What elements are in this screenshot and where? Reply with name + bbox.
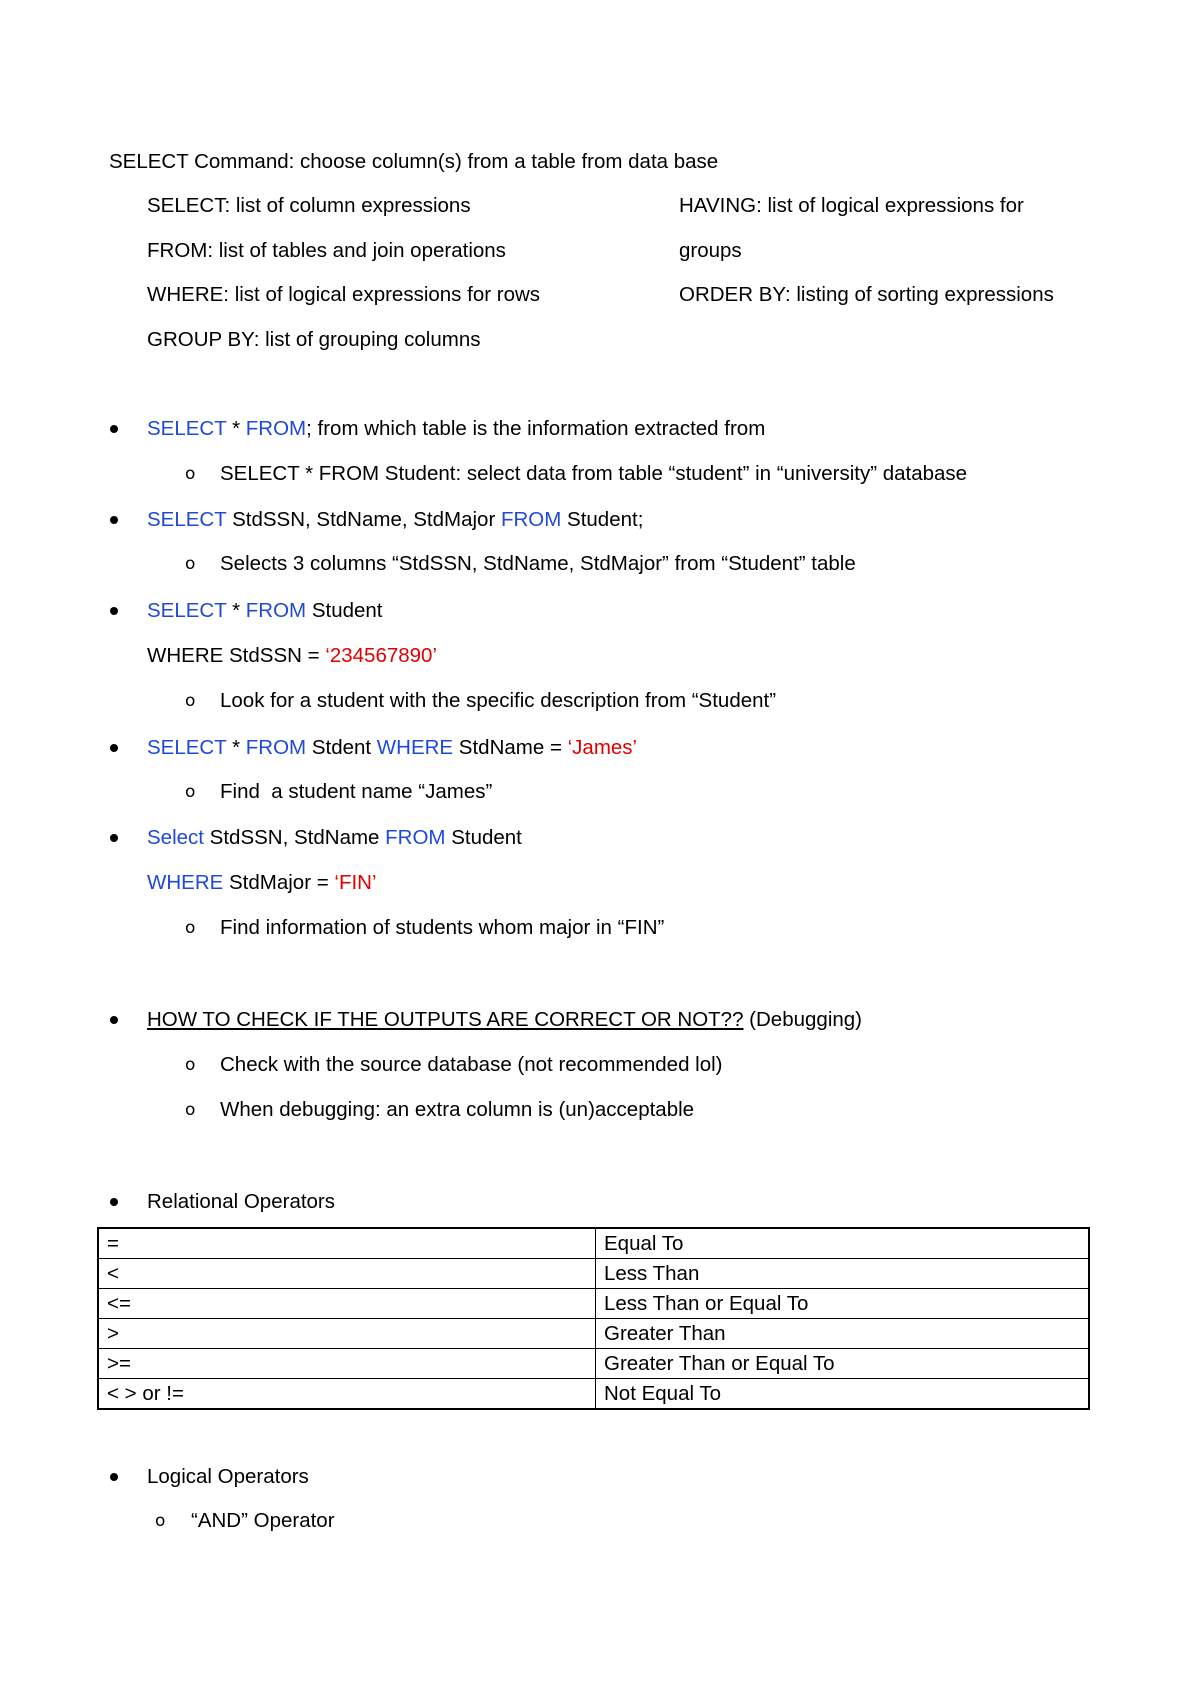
clause-select: SELECT: list of column expressions: [147, 194, 471, 217]
text: StdName =: [453, 736, 568, 759]
keyword: FROM: [385, 826, 446, 849]
keyword: Select: [147, 826, 204, 849]
meaning-cell: Not Equal To: [596, 1379, 1090, 1410]
bullet-debugging: [147, 1008, 862, 1032]
bullet-continuation: [147, 871, 377, 895]
keyword: SELECT: [147, 736, 227, 759]
sub-bullet-marker: o: [185, 691, 196, 711]
table-row: [98, 1319, 1089, 1349]
clause-having: HAVING: list of logical expressions for: [679, 194, 1024, 217]
operator-cell: =: [98, 1228, 596, 1259]
clause-from: FROM: list of tables and join operations: [147, 239, 506, 262]
text: *: [226, 736, 246, 759]
table-row: [98, 1379, 1089, 1410]
sub-bullet-marker: o: [185, 1100, 196, 1120]
text: ; from which table is the information extracted from: [306, 417, 766, 440]
underlined-heading: HOW TO CHECK IF THE OUTPUTS ARE CORRECT OR NOT??: [147, 1008, 744, 1031]
literal-value: ‘FIN’: [334, 871, 377, 894]
operator-cell: >=: [98, 1349, 596, 1379]
sub-bullet-marker: o: [185, 1055, 196, 1075]
sub-bullet-text: Find a student name “James”: [220, 780, 493, 803]
bullet-continuation: [147, 644, 437, 668]
text: *: [226, 599, 246, 622]
keyword: FROM: [245, 599, 307, 622]
sub-bullet-text: SELECT * FROM Student: select data from table “student” in “university” database: [220, 462, 968, 485]
bullet-dot: [110, 607, 118, 615]
sub-bullet-text: “AND” Operator: [191, 1509, 335, 1532]
text: WHERE StdSSN =: [147, 644, 326, 667]
sub-bullet-text: Look for a student with the specific description from “Student”: [220, 689, 777, 712]
keyword: SELECT: [147, 417, 227, 440]
sub-bullet-text: Selects 3 columns “StdSSN, StdName, StdMajor” from “Student” table: [220, 552, 856, 575]
clause-group-by: GROUP BY: list of grouping columns: [147, 328, 481, 351]
meaning-cell: Less Than or Equal To: [596, 1289, 1090, 1319]
operator-cell: >: [98, 1319, 596, 1349]
sub-bullet-text: Check with the source database (not recommended lol): [220, 1053, 723, 1076]
bullet-dot: [110, 1473, 118, 1481]
keyword: WHERE: [376, 736, 454, 759]
text: Student: [445, 826, 522, 849]
literal-value: ‘234567890’: [325, 644, 438, 667]
bullet-select-where-name: [147, 736, 637, 760]
meaning-cell: Greater Than or Equal To: [596, 1349, 1090, 1379]
clause-order-by: ORDER BY: listing of sorting expressions: [679, 283, 1054, 306]
sub-bullet-text: Find information of students whom major in “FIN”: [220, 916, 665, 939]
keyword: WHERE: [147, 871, 224, 894]
relational-title: Relational Operators: [147, 1190, 336, 1213]
bullet-dot: [110, 1198, 118, 1206]
operator-cell: <=: [98, 1289, 596, 1319]
text: StdSSN, StdName: [203, 826, 386, 849]
meaning-cell: Equal To: [596, 1228, 1090, 1259]
relational-operators-table: [97, 1227, 1090, 1410]
logical-title: Logical Operators: [147, 1465, 309, 1488]
sub-bullet-text: When debugging: an extra column is (un)acceptable: [220, 1098, 695, 1121]
clause-where: WHERE: list of logical expressions for rows: [147, 283, 541, 306]
bullet-dot: [110, 744, 118, 752]
keyword: FROM: [500, 508, 562, 531]
text: Stdent: [306, 736, 377, 759]
bullet-select-where-ssn: [147, 599, 383, 623]
sub-bullet-marker: o: [185, 918, 196, 938]
text: Student: [306, 599, 383, 622]
operator-cell: < > or !=: [98, 1379, 596, 1410]
bullet-select-where-major: [147, 826, 522, 850]
sub-bullet-marker: o: [185, 464, 196, 484]
keyword: FROM: [245, 417, 307, 440]
literal-value: ‘James’: [567, 736, 638, 759]
bullet-dot: [110, 425, 118, 433]
sub-bullet-marker: o: [185, 782, 196, 802]
operator-cell: <: [98, 1259, 596, 1289]
text: Student;: [561, 508, 644, 531]
table-row: [98, 1289, 1089, 1319]
bullet-select-from: [147, 417, 765, 441]
text: StdSSN, StdName, StdMajor: [226, 508, 501, 531]
keyword: FROM: [245, 736, 307, 759]
clause-having-cont: groups: [679, 239, 742, 262]
bullet-select-columns: [147, 508, 643, 532]
keyword: SELECT: [147, 508, 227, 531]
sub-bullet-marker: o: [185, 554, 196, 574]
bullet-dot: [110, 834, 118, 842]
meaning-cell: Greater Than: [596, 1319, 1090, 1349]
bullet-dot: [110, 516, 118, 524]
text: (Debugging): [743, 1008, 862, 1031]
table-row: [98, 1228, 1089, 1259]
page-heading: SELECT Command: choose column(s) from a table from data base: [109, 150, 719, 173]
sub-bullet-marker: o: [155, 1511, 166, 1531]
bullet-dot: [110, 1016, 118, 1024]
text: StdMajor =: [223, 871, 335, 894]
table-row: [98, 1349, 1089, 1379]
table-row: [98, 1259, 1089, 1289]
text: *: [226, 417, 246, 440]
meaning-cell: Less Than: [596, 1259, 1090, 1289]
keyword: SELECT: [147, 599, 227, 622]
